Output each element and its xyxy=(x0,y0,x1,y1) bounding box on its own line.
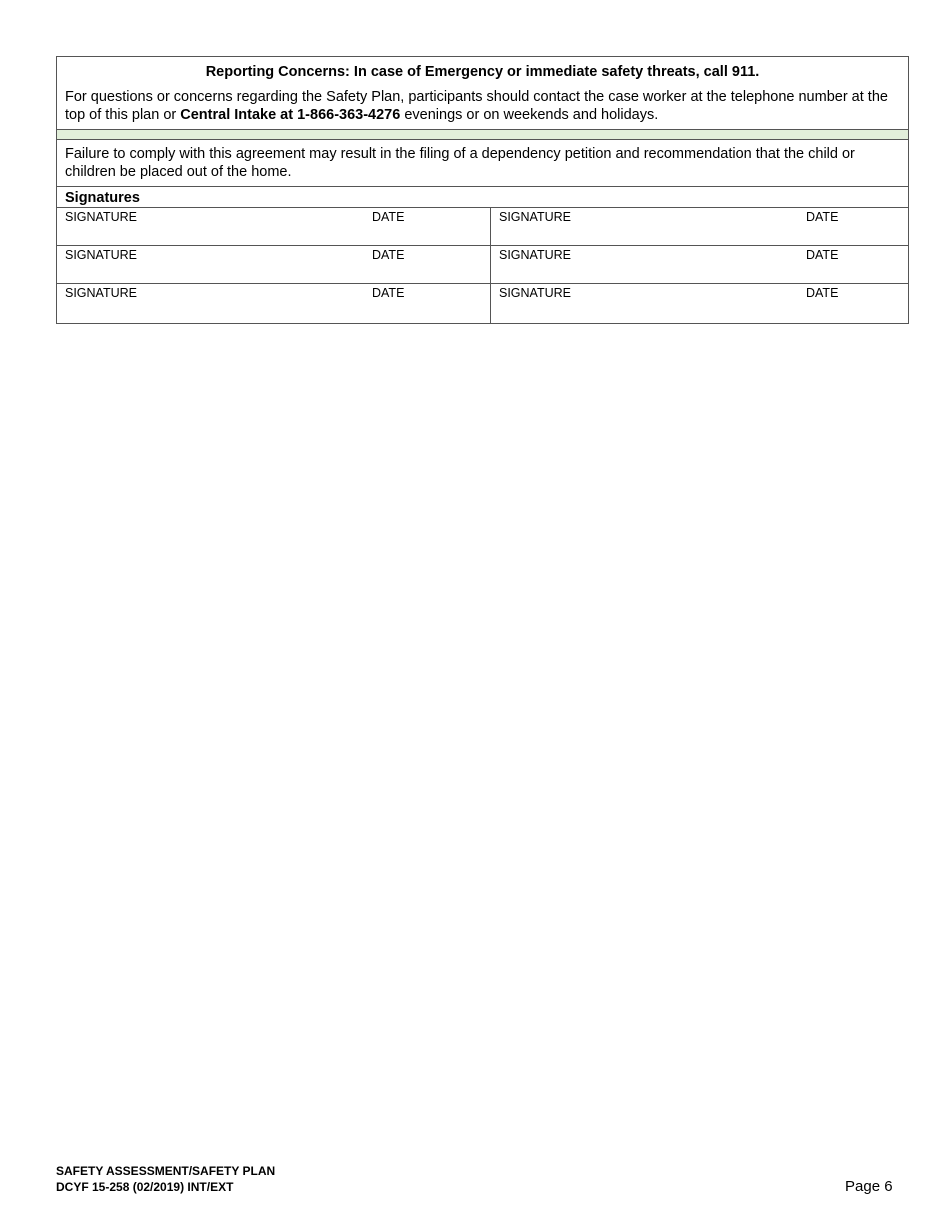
date-label: DATE xyxy=(806,248,839,262)
section-divider xyxy=(57,129,908,140)
reporting-text-after: evenings or on weekends and holidays. xyxy=(400,107,659,123)
signature-grid xyxy=(57,208,908,323)
signature-field[interactable] xyxy=(57,284,491,323)
reporting-concerns-heading: Reporting Concerns: In case of Emergency or immediate safety threats, call 911. xyxy=(205,64,760,80)
signature-label: SIGNATURE xyxy=(499,248,571,262)
page-number: Page 6 xyxy=(845,1178,893,1195)
signature-field[interactable] xyxy=(491,208,908,246)
safety-plan-form xyxy=(56,56,909,324)
form-title: SAFETY ASSESSMENT/SAFETY PLAN xyxy=(56,1164,276,1178)
signature-field[interactable] xyxy=(491,284,908,323)
signatures-title: Signatures xyxy=(57,187,908,208)
date-label: DATE xyxy=(372,210,405,224)
reporting-text-before: For questions or concerns regarding the Safety Plan, participants should contact the case worker at the telephone number at the top of this plan or xyxy=(65,89,888,123)
signature-label: SIGNATURE xyxy=(65,286,137,300)
signature-label: SIGNATURE xyxy=(499,286,571,300)
date-label: DATE xyxy=(372,248,405,262)
signature-label: SIGNATURE xyxy=(65,248,137,262)
form-footer xyxy=(56,1163,275,1195)
date-label: DATE xyxy=(372,286,405,300)
failure-notice: Failure to comply with this agreement may result in the filing of a dependency petition and recommendation that the child or children be placed out of the home. xyxy=(57,140,908,187)
signature-label: SIGNATURE xyxy=(499,210,571,224)
signature-field[interactable] xyxy=(57,246,491,284)
reporting-concerns-text xyxy=(57,85,908,129)
form-number: DCYF 15-258 (02/2019) INT/EXT xyxy=(56,1180,234,1194)
signature-field[interactable] xyxy=(491,246,908,284)
signature-field[interactable] xyxy=(57,208,491,246)
date-label: DATE xyxy=(806,286,839,300)
signature-label: SIGNATURE xyxy=(65,210,137,224)
date-label: DATE xyxy=(806,210,839,224)
central-intake-contact: Central Intake at 1-866-363-4276 xyxy=(180,107,401,123)
